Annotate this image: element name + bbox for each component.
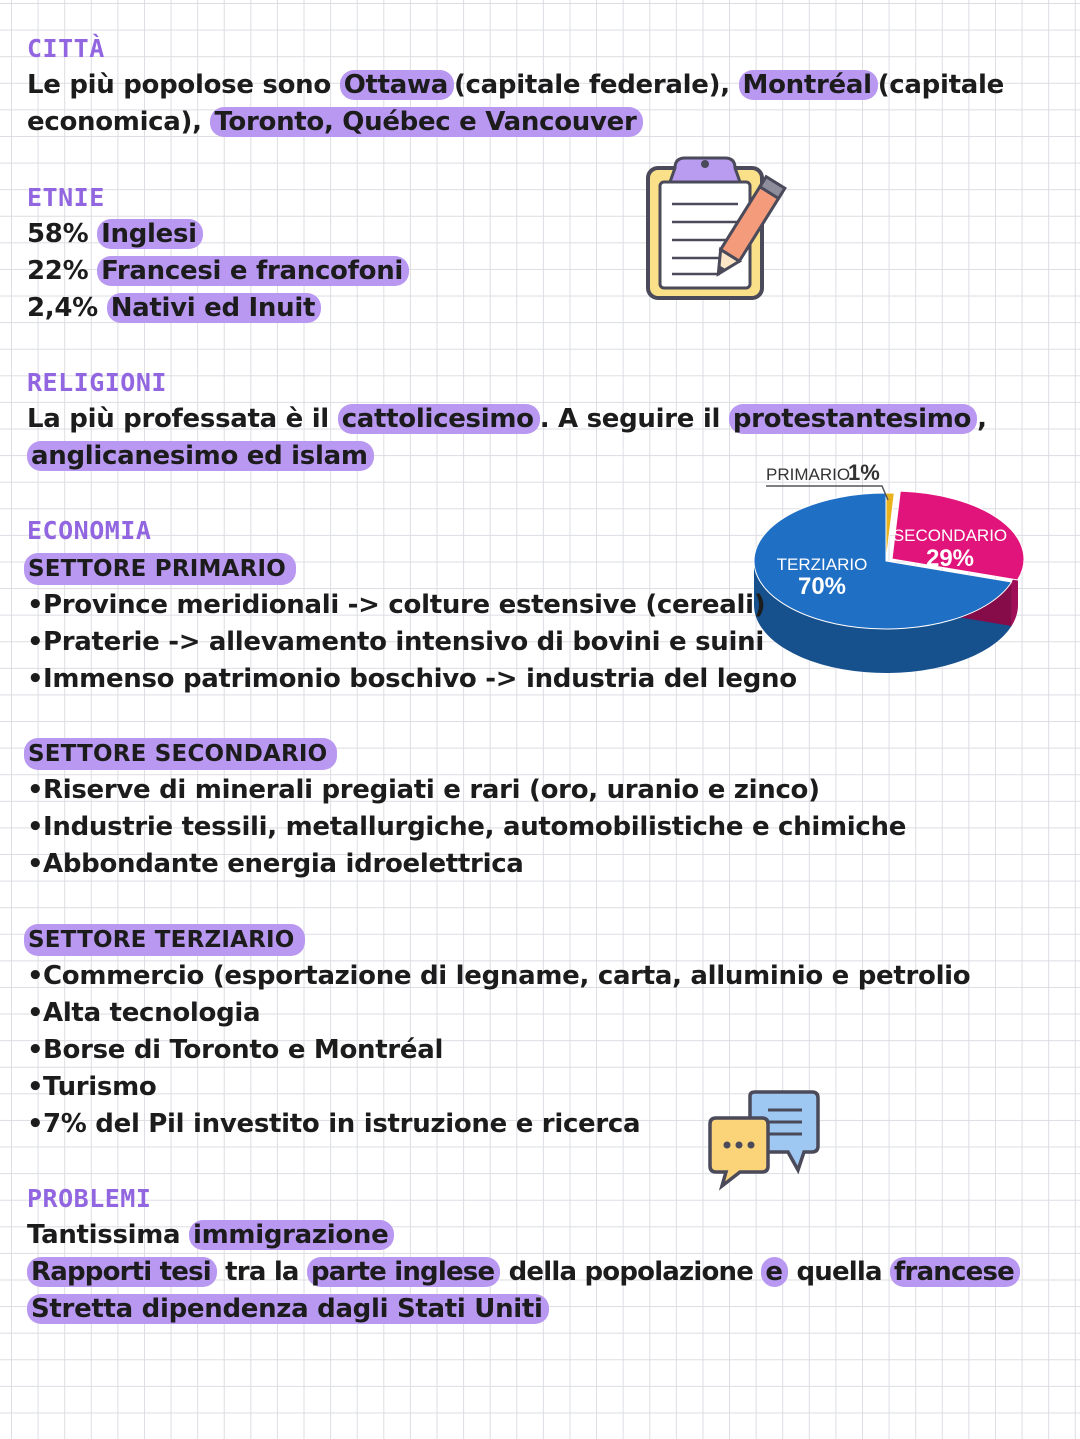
etnie-item: 58% Inglesi [27, 216, 203, 253]
pie-label-secondario: SECONDARIO [892, 526, 1008, 545]
heading-problemi: PROBLEMI [27, 1184, 152, 1213]
highlight-cities: Toronto, Québec e Vancouver [210, 107, 642, 137]
subheading-terziario: SETTORE TERZIARIO [24, 924, 305, 956]
list-item: •Commercio (esportazione di legname, carta, alluminio e petrolio [27, 961, 971, 991]
list-item: •Abbondante energia idroelettrica [27, 849, 524, 879]
heading-etnie: ETNIE [27, 183, 105, 212]
subheading-secondario: SETTORE SECONDARIO [24, 738, 337, 770]
sector-pie-chart [748, 456, 1038, 685]
list-item: •Borse di Toronto e Montréal [27, 1035, 444, 1065]
chat-bubbles-icon [700, 1088, 830, 1197]
religioni-line-2: anglicanesimo ed islam [27, 438, 374, 475]
highlight-ottawa: Ottawa [340, 70, 454, 100]
pie-value-secondario: 29% [925, 545, 975, 572]
citta-line-1: Le più popolose sono Ottawa (capitale federale), Montréal (capitale [27, 70, 1004, 100]
citta-line-2: economica), Toronto, Québec e Vancouver [27, 104, 643, 141]
list-item: •Province meridionali -> colture estensive (cereali) [27, 590, 766, 620]
list-item: •Immenso patrimonio boschivo -> industria del legno [27, 664, 797, 694]
pie-value-terziario: 70% [797, 573, 847, 600]
highlight-montreal: Montréal [739, 70, 878, 100]
clipboard-icon [640, 152, 790, 311]
list-item: •7% del Pil investito in istruzione e ricerca [27, 1109, 641, 1139]
heading-citta: CITTÀ [27, 34, 105, 63]
problemi-line-3: Stretta dipendenza dagli Stati Uniti [27, 1291, 549, 1328]
problemi-line-2: Rapporti tesi tra la parte inglese della popolazione e quella francese [27, 1254, 1020, 1291]
religioni-line-1: La più professata è il cattolicesimo . A seguire il protestantesimo , [27, 404, 987, 434]
etnie-item: 22% Francesi e francofoni [27, 253, 409, 290]
list-item: •Praterie -> allevamento intensivo di bovini e suini [27, 627, 764, 657]
list-item: •Turismo [27, 1072, 157, 1102]
pie-chart-svg [748, 456, 1038, 681]
heading-economia: ECONOMIA [27, 516, 152, 545]
pie-value-primario: 1% [848, 460, 880, 485]
list-item: •Alta tecnologia [27, 998, 261, 1028]
list-item: •Industrie tessili, metallurgiche, automobilistiche e chimiche [27, 812, 907, 842]
etnie-item: 2,4% Nativi ed Inuit [27, 290, 321, 327]
heading-religioni: RELIGIONI [27, 368, 167, 397]
problemi-line-1: Tantissima immigrazione [27, 1217, 394, 1254]
pie-label-primario: PRIMARIO [766, 465, 851, 484]
pie-label-terziario: TERZIARIO [776, 555, 868, 574]
subheading-primario: SETTORE PRIMARIO [24, 553, 296, 585]
list-item: •Riserve di minerali pregiati e rari (oro, uranio e zinco) [27, 775, 820, 805]
